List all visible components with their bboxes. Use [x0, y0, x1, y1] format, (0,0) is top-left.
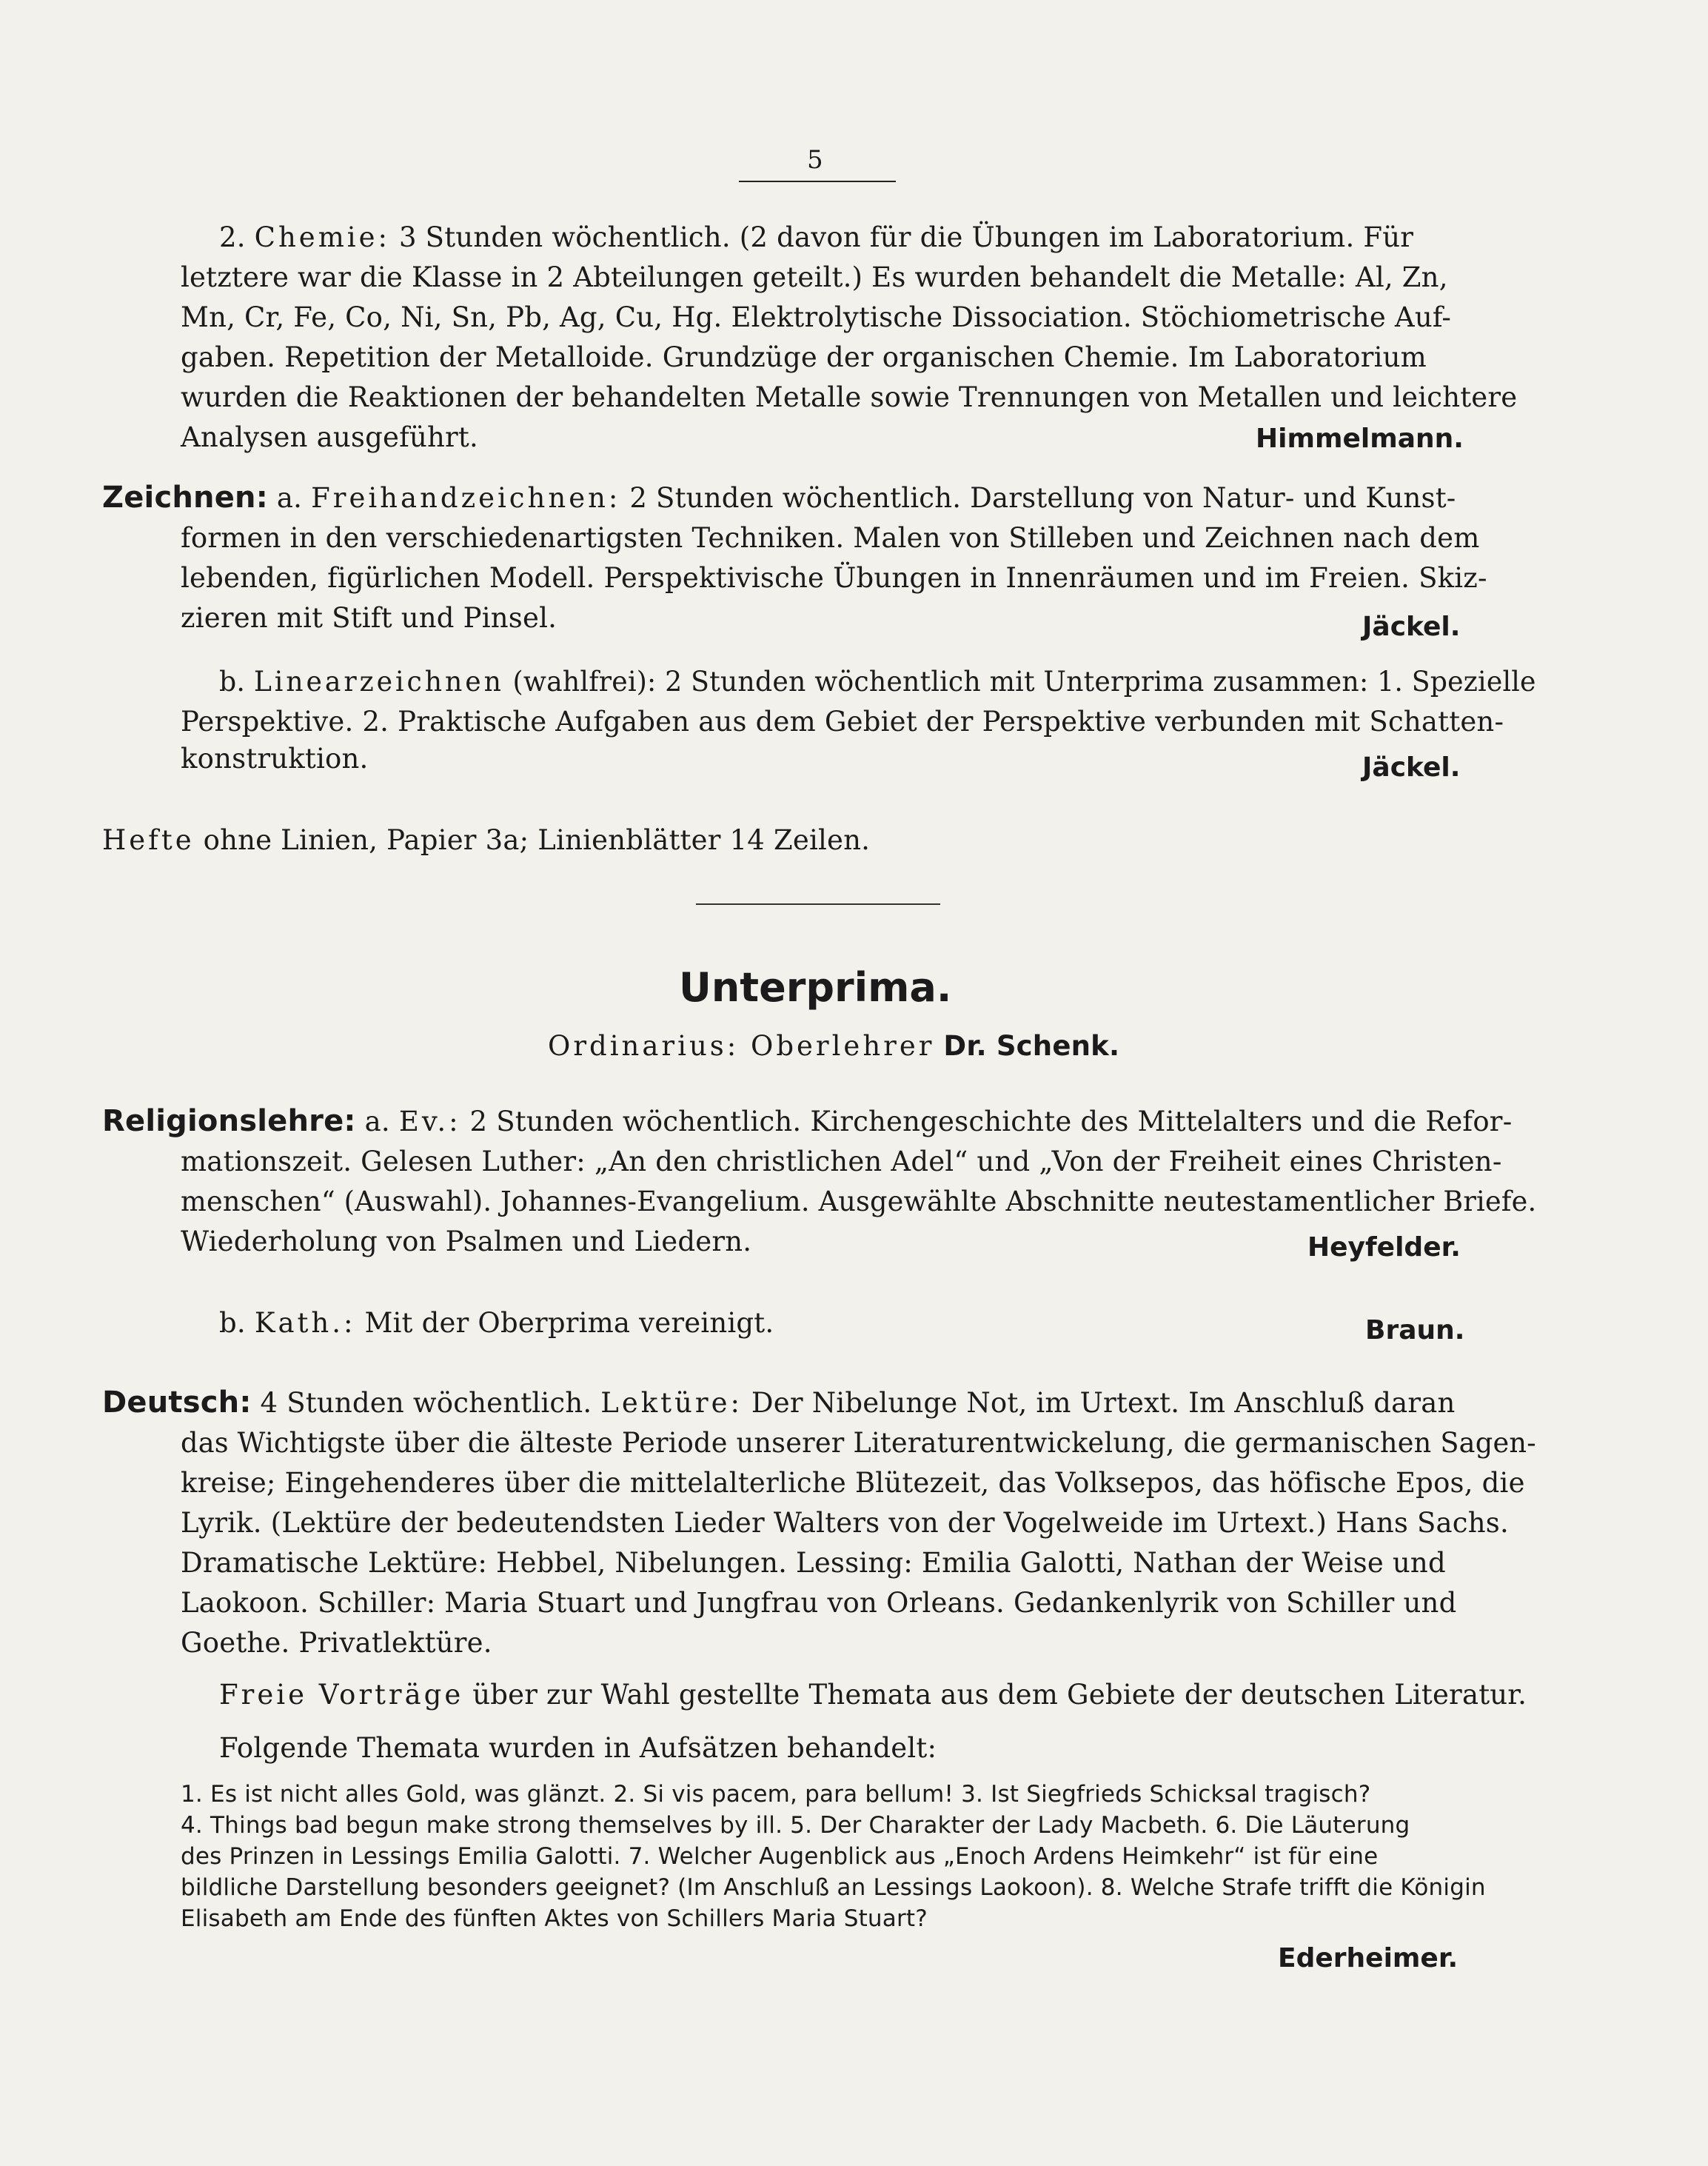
deutsch-hours: 4 Stunden wöchentlich.	[260, 1387, 592, 1419]
zeichnen-b-line-2: Perspektive. 2. Praktische Aufgaben aus dem Gebiet der Perspektive verbunden mit Schatten-	[181, 706, 1504, 738]
themata-line-3: des Prinzen in Lessings Emilia Galotti. 7. Welcher Augenblick aus „Enoch Ardens Heimkehr“ ist für eine	[181, 1843, 1379, 1870]
section-divider	[696, 903, 940, 905]
zeichnen-b-line-1	[219, 666, 1536, 698]
chemie-line-5: wurden die Reaktionen der behandelten Metalle sowie Trennungen von Metallen und leichtere	[181, 381, 1518, 413]
page-number: 5	[807, 145, 823, 175]
deutsch-line-3: kreise; Eingehenderes über die mittelalterliche Blütezeit, das Volksepos, das höfische Epos, die	[181, 1467, 1525, 1499]
zeichnen-heading: Zeichnen:	[102, 481, 268, 515]
zeichnen-b-label: Linearzeichnen	[253, 666, 504, 698]
deutsch-heading: Deutsch:	[102, 1385, 252, 1420]
zeichnen-line-3: lebenden, figürlichen Modell. Perspektivische Übungen in Innenräumen und im Freien. Skiz-	[181, 562, 1487, 594]
chemie-line-1	[219, 221, 1414, 253]
deutsch-line-6: Laokoon. Schiller: Maria Stuart und Jungfrau von Orleans. Gedankenlyrik von Schiller und	[181, 1587, 1457, 1619]
themata-intro: Folgende Themata wurden in Aufsätzen behandelt:	[219, 1732, 937, 1764]
deutsch-lektuere-label: Lektüre:	[600, 1387, 743, 1419]
chemie-prefix: 2.	[219, 221, 246, 253]
deutsch-signature: Ederheimer.	[1278, 1943, 1459, 1973]
hefte-label: Hefte	[102, 824, 195, 856]
religion-a-label: Ev.:	[398, 1106, 461, 1137]
zeichnen-line-1	[102, 481, 1456, 515]
themata-line-4: bildliche Darstellung besonders geeignet? (Im Anschluß an Lessings Laokoon). 8. Welche Strafe trifft die Königin	[181, 1874, 1486, 1901]
hefte-line	[102, 826, 870, 854]
religion-line-4: Wiederholung von Psalmen und Liedern.	[181, 1226, 752, 1257]
chemie-line-6: Analysen ausgeführt.	[181, 421, 478, 453]
deutsch-line-7: Goethe. Privatlektüre.	[181, 1627, 492, 1659]
page-number-rule	[739, 181, 896, 182]
deutsch-line-1	[102, 1385, 1456, 1420]
religion-line-1	[102, 1106, 1512, 1136]
vortraege-label: Freie Vorträge	[219, 1679, 464, 1711]
vortraege-text: über zur Wahl gestellte Themata aus dem Gebiete der deutschen Literatur.	[472, 1679, 1527, 1711]
deutsch-first-text: Der Nibelunge Not, im Urtext. Im Anschluß daran	[751, 1387, 1456, 1419]
religion-b-prefix: b.	[219, 1307, 246, 1339]
religion-heading: Religionslehre:	[102, 1104, 356, 1138]
religion-line-3: menschen“ (Auswahl). Johannes-Evangelium. Ausgewählte Abschnitte neutestamentlicher Briefe.	[181, 1186, 1537, 1217]
ordinarius-line	[548, 1032, 1119, 1060]
zeichnen-a-prefix: a.	[276, 482, 303, 514]
zeichnen-line-4: zieren mit Stift und Pinsel.	[181, 602, 557, 634]
themata-line-1: 1. Es ist nicht alles Gold, was glänzt. 2. Si vis pacem, para bellum! 3. Ist Siegfrieds Schicksal tragisch?	[181, 1781, 1371, 1808]
religion-b-signature: Braun.	[1365, 1315, 1465, 1346]
zeichnen-b-prefix: b.	[219, 666, 246, 698]
ordinarius-label: Ordinarius: Oberlehrer	[548, 1030, 935, 1062]
religion-b-line	[219, 1309, 774, 1337]
zeichnen-line-2: formen in den verschiedenartigsten Techniken. Malen von Stilleben und Zeichnen nach dem	[181, 522, 1480, 554]
chemie-line-2: letztere war die Klasse in 2 Abteilungen geteilt.) Es wurden behandelt die Metalle: Al, Zn,	[181, 261, 1448, 293]
chemie-line-4: gaben. Repetition der Metalloide. Grundzüge der organischen Chemie. Im Laboratorium	[181, 341, 1427, 373]
chemie-line-3: Mn, Cr, Fe, Co, Ni, Sn, Pb, Ag, Cu, Hg. Elektrolytische Dissociation. Stöchiometrische Auf-	[181, 301, 1452, 333]
chemie-first-text: 3 Stunden wöchentlich. (2 davon für die Übungen im Laboratorium. Für	[398, 221, 1414, 253]
themata-line-5: Elisabeth am Ende des fünften Aktes von Schillers Maria Stuart?	[181, 1905, 928, 1932]
religion-line-2: mationszeit. Gelesen Luther: „An den christlichen Adel“ und „Von der Freiheit eines Christen-	[181, 1146, 1502, 1177]
themata-line-2: 4. Things bad begun make strong themselves by ill. 5. Der Charakter der Lady Macbeth. 6. Die Läuterung	[181, 1812, 1410, 1839]
religion-b-label: Kath.:	[254, 1307, 356, 1339]
zeichnen-a-signature: Jäckel.	[1362, 612, 1461, 642]
zeichnen-a-label: Freihandzeichnen:	[311, 482, 621, 514]
deutsch-vortraege-line	[219, 1679, 1527, 1711]
hefte-text: ohne Linien, Papier 3a; Linienblätter 14 Zeilen.	[203, 824, 871, 856]
deutsch-line-2: das Wichtigste über die älteste Periode unserer Literaturentwickelung, die germanischen Sagen-	[181, 1427, 1536, 1459]
deutsch-line-4: Lyrik. (Lektüre der bedeutendsten Lieder Walters von der Vogelweide im Urtext.) Hans Sachs.	[181, 1507, 1509, 1539]
chemie-label: Chemie:	[254, 221, 390, 253]
ordinarius-name: Dr. Schenk.	[943, 1030, 1120, 1062]
zeichnen-b-text: (wahlfrei): 2 Stunden wöchentlich mit Unterprima zusammen: 1. Spezielle	[512, 666, 1536, 698]
chemie-signature: Himmelmann.	[1256, 424, 1464, 454]
religion-a-signature: Heyfelder.	[1307, 1232, 1461, 1263]
zeichnen-b-signature: Jäckel.	[1362, 752, 1461, 783]
class-title: Unterprima.	[679, 964, 952, 1011]
religion-a-prefix: a.	[364, 1106, 390, 1137]
religion-b-text: Mit der Oberprima vereinigt.	[364, 1307, 774, 1339]
religion-a-text: 2 Stunden wöchentlich. Kirchengeschichte des Mittelalters und die Refor-	[469, 1106, 1513, 1137]
deutsch-line-5: Dramatische Lektüre: Hebbel, Nibelungen. Lessing: Emilia Galotti, Nathan der Weise und	[181, 1547, 1446, 1579]
zeichnen-b-line-3: konstruktion.	[181, 743, 369, 775]
zeichnen-a-text: 2 Stunden wöchentlich. Darstellung von Natur- und Kunst-	[629, 482, 1456, 514]
